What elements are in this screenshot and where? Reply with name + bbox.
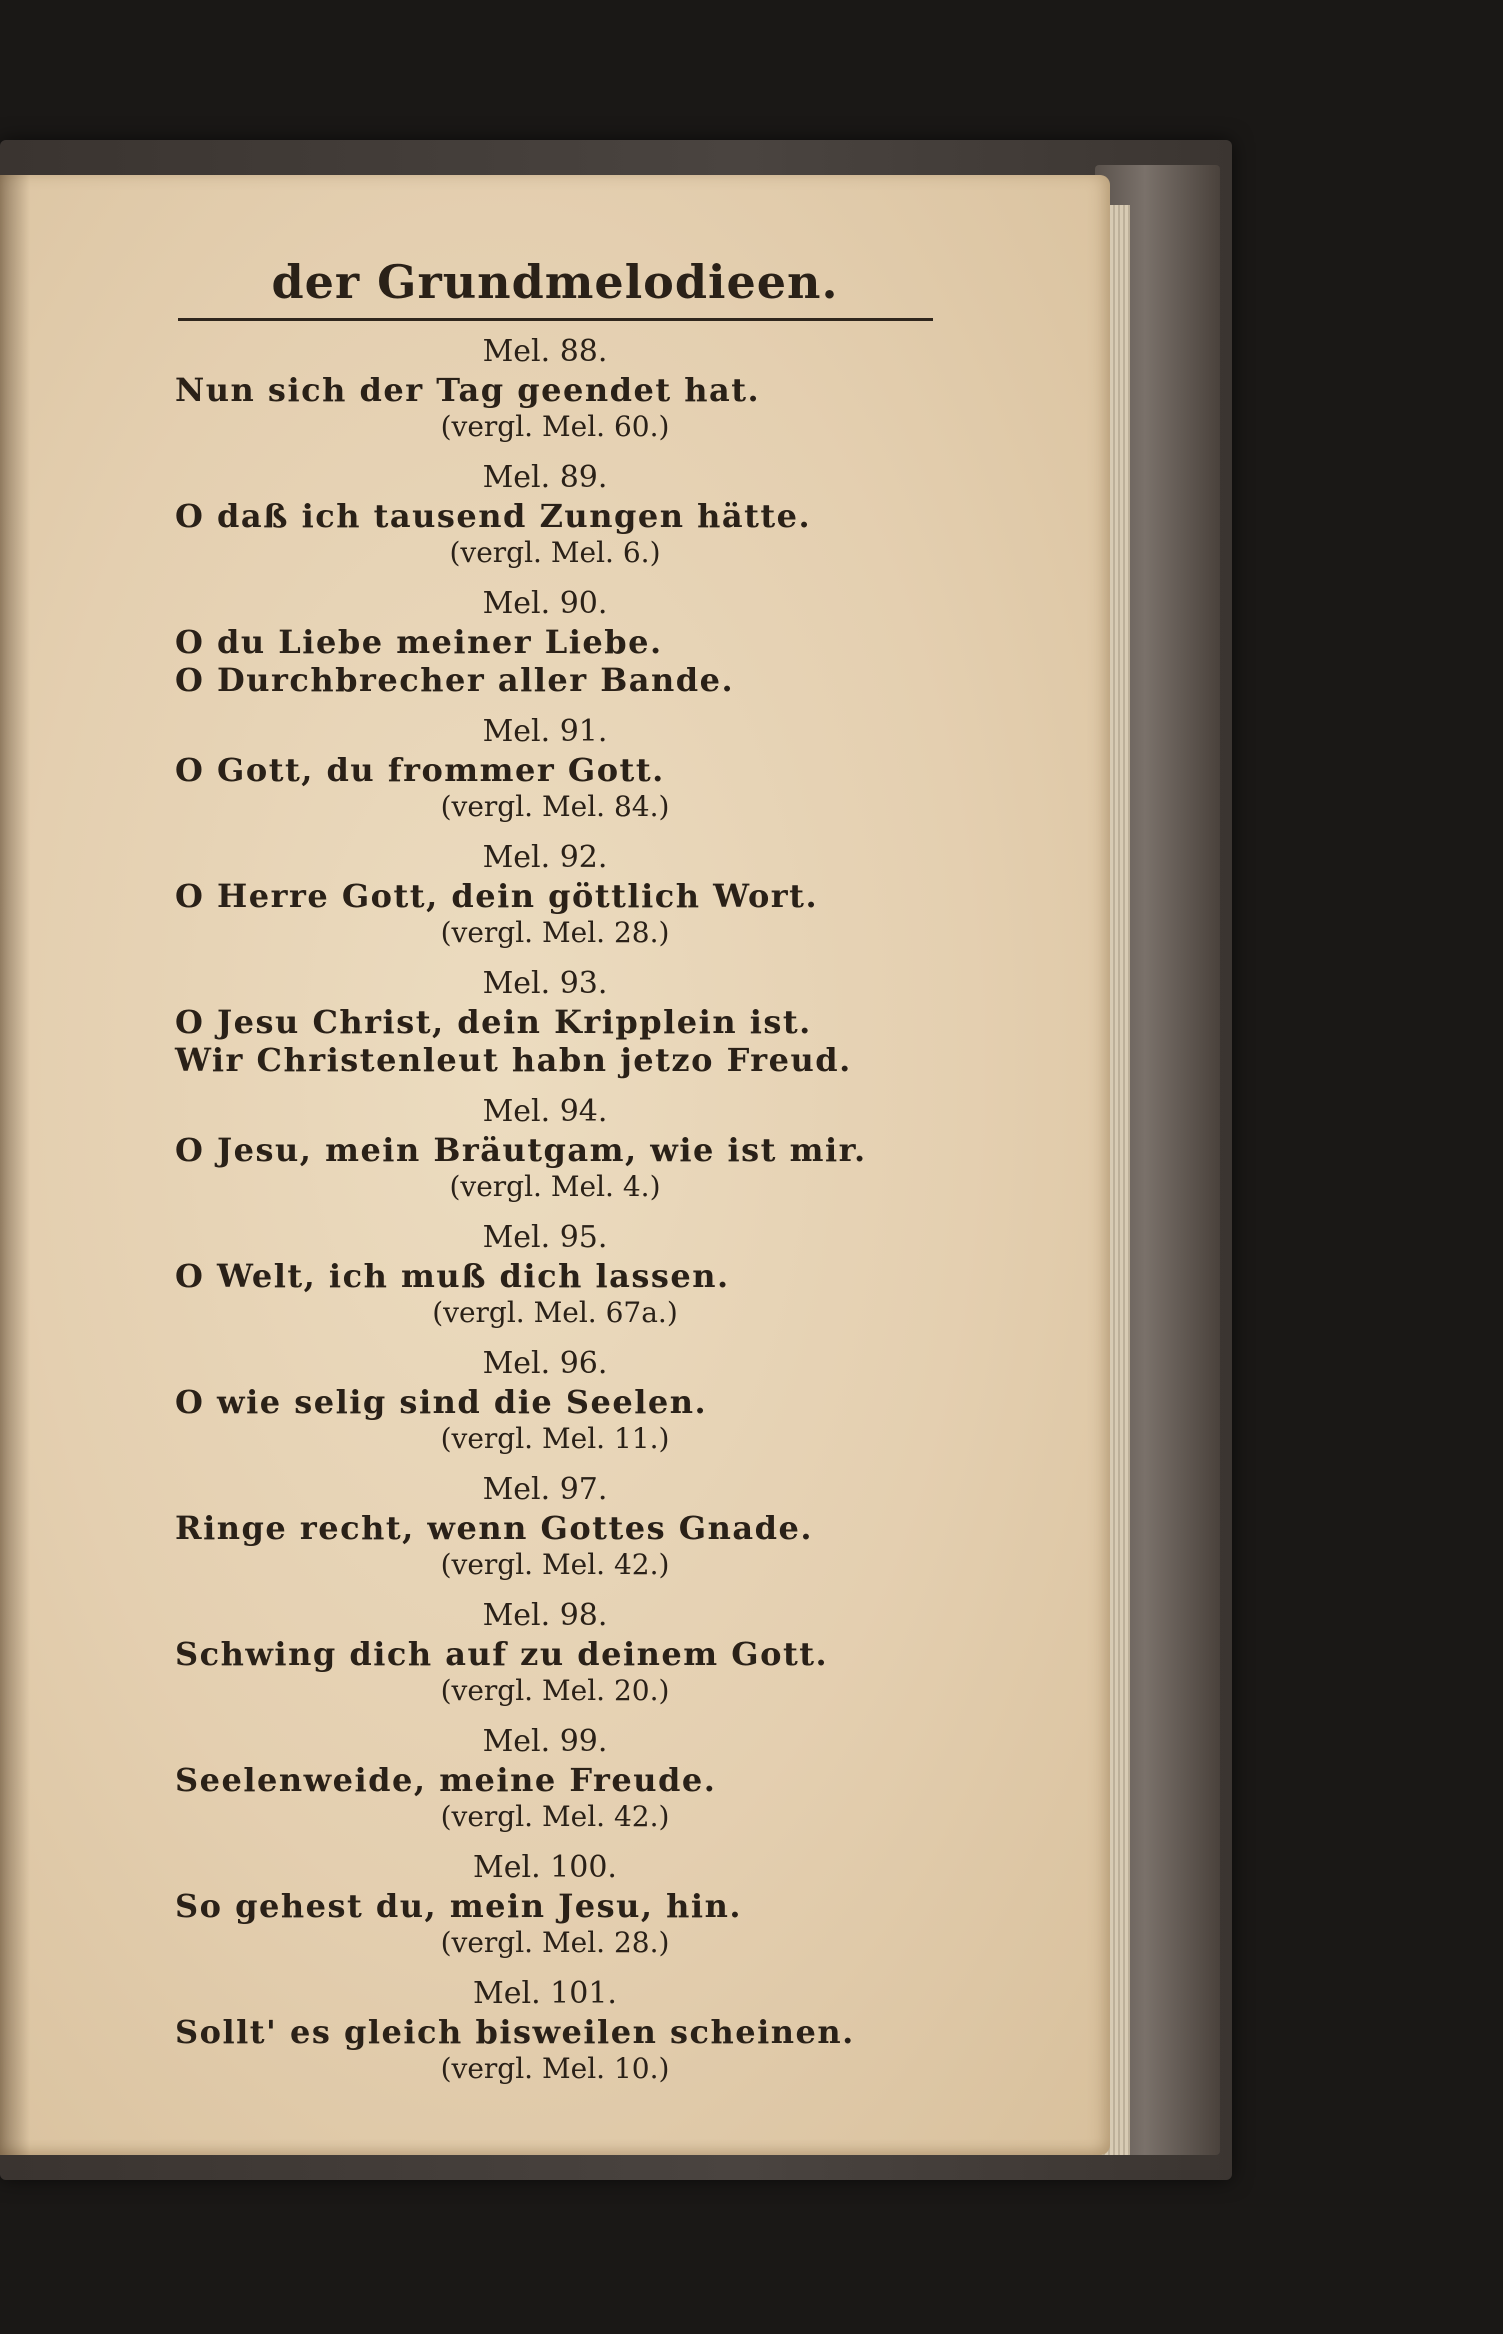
- hymn-title: O du Liebe meiner Liebe.: [175, 623, 663, 661]
- melody-number: Mel. 90.: [482, 586, 608, 621]
- melody-entry: [175, 1723, 955, 1835]
- melody-reference: (vergl. Mel. 60.): [440, 410, 670, 443]
- hymn-title: Ringe recht, wenn Gottes Gnade.: [175, 1509, 813, 1547]
- melody-number: Mel. 93.: [482, 966, 608, 1001]
- spine-shadow: [0, 175, 30, 2155]
- melody-reference: (vergl. Mel. 4.): [449, 1170, 661, 1203]
- melody-entry: [175, 1849, 955, 1961]
- melody-reference: (vergl. Mel. 84.): [440, 790, 670, 823]
- melody-number: Mel. 89.: [482, 460, 608, 495]
- melody-number: Mel. 88.: [482, 334, 608, 369]
- melody-entry: [175, 1471, 955, 1583]
- melody-entry: [175, 965, 955, 1079]
- melody-reference: (vergl. Mel. 20.): [440, 1674, 670, 1707]
- hymn-title: Sollt' es gleich bisweilen scheinen.: [175, 2013, 855, 2051]
- hymn-title: O Herre Gott, dein göttlich Wort.: [175, 877, 819, 915]
- melody-list: [175, 333, 955, 2101]
- hymn-title: O Jesu Christ, dein Kripplein ist.: [175, 1003, 812, 1041]
- hymn-title: O daß ich tausend Zungen hätte.: [175, 497, 812, 535]
- melody-entry: [175, 459, 955, 571]
- melody-entry: [175, 839, 955, 951]
- melody-reference: (vergl. Mel. 42.): [440, 1548, 670, 1581]
- melody-number: Mel. 95.: [482, 1220, 608, 1255]
- melody-reference: (vergl. Mel. 10.): [440, 2052, 670, 2085]
- melody-entry: [175, 713, 955, 825]
- hymn-title: O Welt, ich muß dich lassen.: [175, 1257, 730, 1295]
- hymn-title: So gehest du, mein Jesu, hin.: [175, 1887, 742, 1925]
- melody-number: Mel. 99.: [482, 1724, 608, 1759]
- melody-number: Mel. 98.: [482, 1598, 608, 1633]
- hymn-title: Wir Christenleut habn jetzo Freud.: [175, 1041, 852, 1079]
- melody-number: Mel. 101.: [473, 1976, 617, 2011]
- running-header: der Grundmelodieen.: [271, 255, 839, 309]
- melody-reference: (vergl. Mel. 67a.): [432, 1296, 678, 1329]
- melody-reference: (vergl. Mel. 11.): [440, 1422, 670, 1455]
- hymn-title: O wie selig sind die Seelen.: [175, 1383, 708, 1421]
- hymn-title: Seelenweide, meine Freude.: [175, 1761, 717, 1799]
- hymn-title: O Jesu, mein Bräutgam, wie ist mir.: [175, 1131, 867, 1169]
- melody-reference: (vergl. Mel. 6.): [449, 536, 661, 569]
- melody-number: Mel. 96.: [482, 1346, 608, 1381]
- header-rule: [178, 318, 933, 321]
- melody-entry: [175, 585, 955, 699]
- hymn-title: O Gott, du frommer Gott.: [175, 751, 665, 789]
- melody-entry: [175, 1597, 955, 1709]
- melody-number: Mel. 94.: [482, 1094, 608, 1129]
- hymn-title: Schwing dich auf zu deinem Gott.: [175, 1635, 829, 1673]
- melody-number: Mel. 91.: [482, 714, 608, 749]
- melody-reference: (vergl. Mel. 42.): [440, 1800, 670, 1833]
- hymn-title: O Durchbrecher aller Bande.: [175, 661, 735, 699]
- melody-entry: [175, 1975, 955, 2087]
- melody-entry: [175, 1345, 955, 1457]
- melody-entry: [175, 333, 955, 445]
- melody-entry: [175, 1219, 955, 1331]
- melody-reference: (vergl. Mel. 28.): [440, 916, 670, 949]
- melody-reference: (vergl. Mel. 28.): [440, 1926, 670, 1959]
- melody-number: Mel. 100.: [473, 1850, 617, 1885]
- melody-number: Mel. 92.: [482, 840, 608, 875]
- hymn-title: Nun sich der Tag geendet hat.: [175, 371, 761, 409]
- melody-number: Mel. 97.: [482, 1472, 608, 1507]
- melody-entry: [175, 1093, 955, 1205]
